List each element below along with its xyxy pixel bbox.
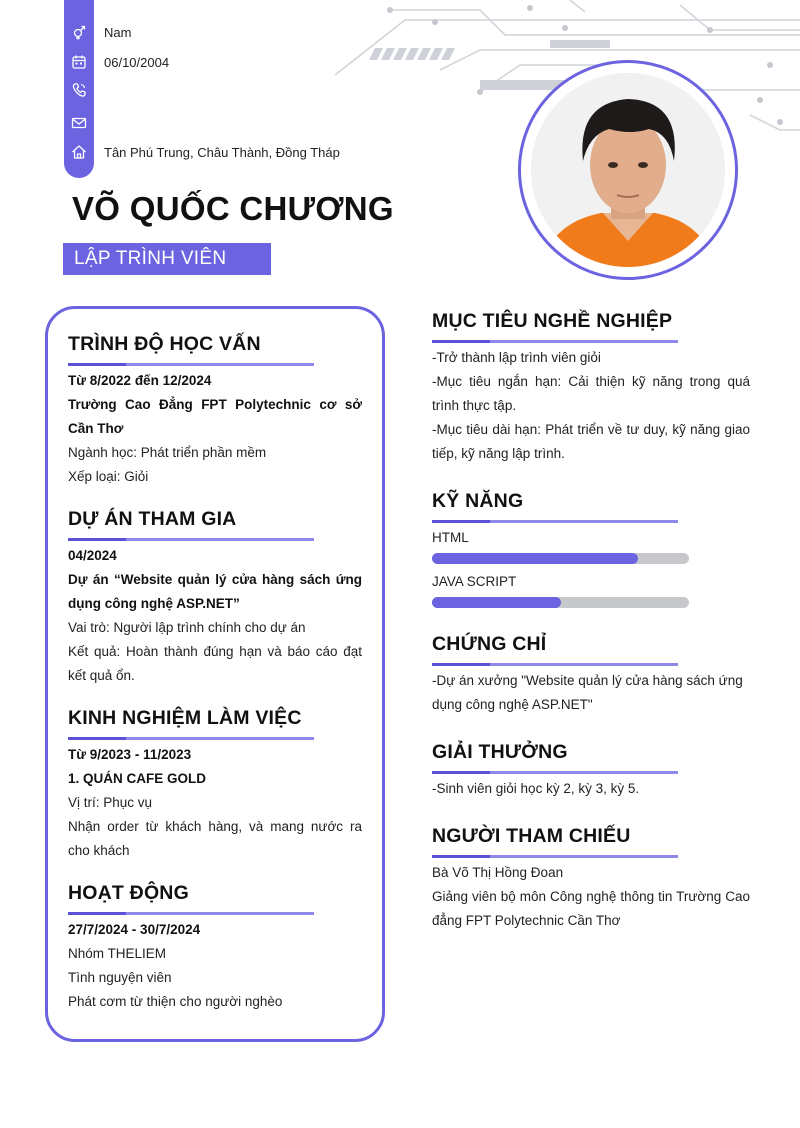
objective-line: -Trở thành lập trình viên giỏi: [432, 350, 601, 365]
experience-details: [68, 743, 362, 863]
certificates-details: [432, 669, 750, 717]
experience-underline: [68, 737, 314, 740]
project-name: Dự án “Website quản lý cửa hàng sách ứng dụng công nghệ ASP.NET”: [68, 572, 362, 611]
activities-section: [68, 880, 314, 915]
certificate-text: -Dự án xưởng "Website quản lý cửa hàng sách ứng dụng công nghệ ASP.NET": [432, 673, 743, 712]
reference-title: NGƯỜI THAM CHIẾU: [432, 825, 631, 847]
education-title: TRÌNH ĐỘ HỌC VẤN: [68, 333, 261, 355]
gender-icon: [71, 24, 87, 40]
candidate-name: VÕ QUỐC CHƯƠNG: [72, 190, 394, 227]
awards-section: [432, 739, 678, 774]
skill-bar-fill: [432, 597, 561, 608]
contact-address: Tân Phú Trung, Châu Thành, Đồng Tháp: [104, 145, 340, 160]
awards-title: GIẢI THƯỞNG: [432, 741, 568, 763]
contact-gender: Nam: [104, 25, 132, 40]
reference-section: [432, 823, 678, 858]
reference-details: [432, 861, 750, 933]
experience-position: Vị trí: Phục vụ: [68, 795, 153, 810]
project-role: Vai trò: Người lập trình chính cho dự án: [68, 620, 306, 635]
skill-bar-fill: [432, 553, 638, 564]
phone-icon: [71, 82, 87, 98]
education-grade: Xếp loại: Giỏi: [68, 469, 149, 484]
profile-photo-frame: [518, 60, 738, 280]
project-date: 04/2024: [68, 548, 117, 563]
activities-title: HOẠT ĐỘNG: [68, 882, 189, 904]
experience-title: KINH NGHIỆM LÀM VIỆC: [68, 707, 302, 729]
activity-description: Phát cơm từ thiện cho người nghèo: [68, 994, 283, 1009]
skill-item-html: [432, 528, 692, 564]
projects-details: [68, 544, 362, 688]
education-underline: [68, 363, 314, 366]
experience-description: Nhận order từ khách hàng, và mang nước ra cho khách: [68, 819, 362, 858]
objective-details: [432, 346, 750, 466]
skill-bar-track: [432, 597, 689, 608]
projects-underline: [68, 538, 314, 541]
calendar-icon: [71, 54, 87, 70]
profile-photo: [531, 73, 725, 267]
skill-name: HTML: [432, 530, 469, 545]
education-details: [68, 369, 362, 489]
certificates-section: [432, 631, 678, 666]
activities-underline: [68, 912, 314, 915]
activity-role: Tình nguyện viên: [68, 970, 172, 985]
projects-section: [68, 506, 314, 541]
activity-period: 27/7/2024 - 30/7/2024: [68, 922, 201, 937]
reference-position: Giảng viên bộ môn Công nghệ thông tin Trường Cao đẳng FPT Polytechnic Cần Thơ: [432, 889, 750, 928]
email-icon: [71, 115, 87, 131]
certificates-underline: [432, 663, 678, 666]
objective-section: [432, 308, 678, 343]
contact-birthdate: 06/10/2004: [104, 55, 170, 70]
objective-line: -Mục tiêu dài hạn: Phát triển về tư duy, kỹ năng giao tiếp, kỹ năng lập trình.: [432, 422, 750, 461]
skill-item-javascript: [432, 572, 692, 608]
education-school: Trường Cao Đẳng FPT Polytechnic cơ sở Cần Thơ: [68, 397, 362, 436]
activity-group: Nhóm THELIEM: [68, 946, 167, 961]
activities-details: [68, 918, 362, 1014]
education-section: [68, 331, 314, 366]
skill-bar-track: [432, 553, 689, 564]
home-icon: [71, 144, 87, 160]
experience-section: [68, 705, 314, 740]
experience-company: 1. QUÁN CAFE GOLD: [68, 771, 207, 786]
award-text: -Sinh viên giỏi học kỳ 2, kỳ 3, kỳ 5.: [432, 781, 640, 796]
reference-name: Bà Võ Thị Hồng Đoan: [432, 865, 564, 880]
projects-title: DỰ ÁN THAM GIA: [68, 508, 237, 530]
skills-underline: [432, 520, 678, 523]
awards-underline: [432, 771, 678, 774]
skills-section: [432, 488, 678, 523]
objective-line: -Mục tiêu ngắn hạn: Cải thiện kỹ năng trong quá trình thực tập.: [432, 374, 750, 413]
job-role-banner: LẬP TRÌNH VIÊN: [63, 243, 271, 275]
skill-name: JAVA SCRIPT: [432, 574, 517, 589]
objective-title: MỤC TIÊU NGHỀ NGHIỆP: [432, 310, 673, 332]
education-period: Từ 8/2022 đến 12/2024: [68, 373, 212, 388]
project-result: Kết quả: Hoàn thành đúng hạn và báo cáo đạt kết quả ổn.: [68, 644, 362, 683]
certificates-title: CHỨNG CHỈ: [432, 633, 547, 655]
skills-title: KỸ NĂNG: [432, 490, 524, 512]
objective-underline: [432, 340, 678, 343]
education-major: Ngành học: Phát triển phần mềm: [68, 445, 267, 460]
experience-period: Từ 9/2023 - 11/2023: [68, 747, 192, 762]
awards-details: [432, 777, 750, 801]
reference-underline: [432, 855, 678, 858]
